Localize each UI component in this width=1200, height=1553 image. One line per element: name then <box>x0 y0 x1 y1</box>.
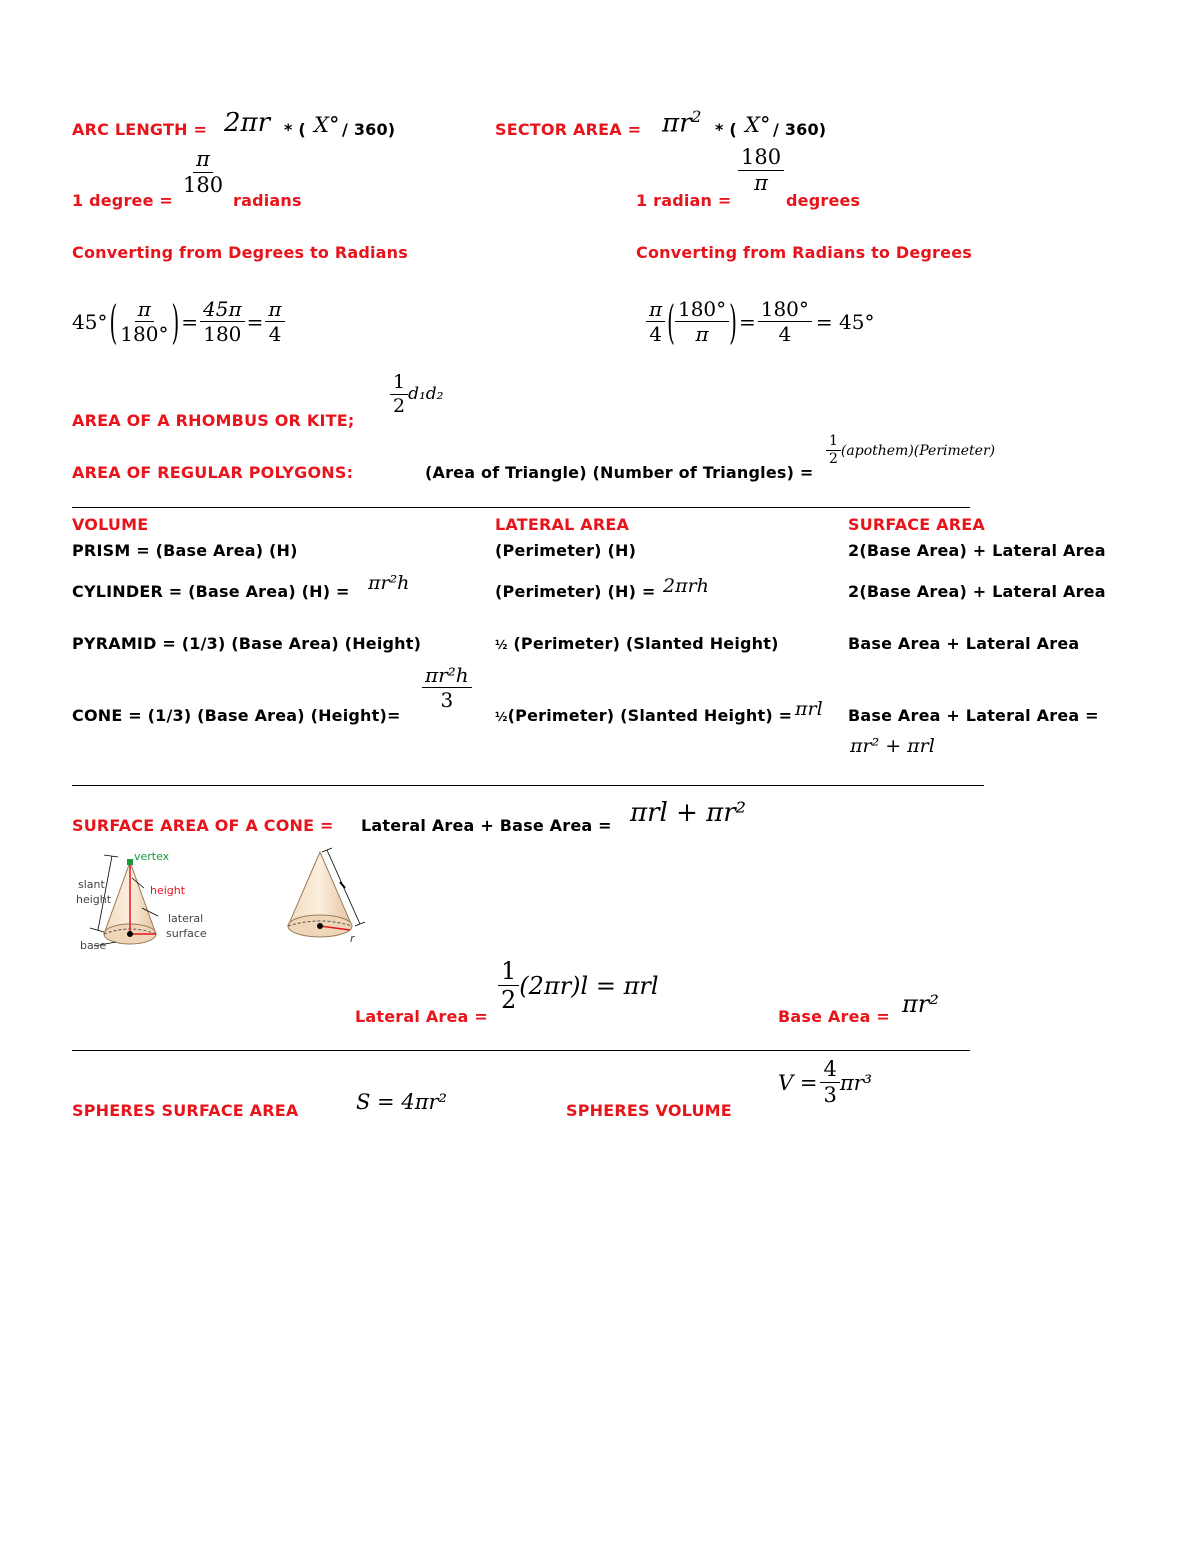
divider-1 <box>72 507 970 508</box>
arc-length-tail: / 360) <box>342 120 396 139</box>
sector-area-tail: / 360) <box>773 120 827 139</box>
sector-area-angle: X° <box>745 113 771 137</box>
cone-surface-math: πr² + πrl <box>850 735 935 757</box>
sphere-surface-formula: S = 4πr² <box>356 1090 447 1114</box>
cone-lateral-math: πrl <box>795 698 823 720</box>
diagram-slant-label: slant <box>78 878 105 891</box>
divider-3 <box>72 1050 970 1051</box>
radian-def-left: 1 radian = <box>636 191 732 210</box>
polygon-formula: $\frac{1}{2}$ (apothem)(Perimeter) <box>826 434 995 468</box>
cone-volume-fraction: $\frac{\text{πr²h}}{3}$ <box>422 664 472 711</box>
cylinder-lateral: (Perimeter) (H) = <box>495 582 656 601</box>
slant-cone-graphic <box>282 846 372 946</box>
header-volume: VOLUME <box>72 515 149 534</box>
arc-length-formula: 2πr <box>224 108 271 138</box>
cone-surface-label: SURFACE AREA OF A CONE = <box>72 816 334 835</box>
base-area-formula: πr² <box>902 990 939 1018</box>
radian-def-right: degrees <box>786 191 861 210</box>
cylinder-volume: CYLINDER = (Base Area) (H) = <box>72 582 350 601</box>
sphere-volume-label: SPHERES VOLUME <box>566 1101 732 1120</box>
cylinder-lateral-math: 2πrh <box>663 575 709 597</box>
cone-volume: CONE = (1/3) (Base Area) (Height)= <box>72 706 401 725</box>
diagram-r-label: r <box>350 932 355 945</box>
arc-length-label: ARC LENGTH = <box>72 120 208 139</box>
slant-cone-diagram <box>282 846 372 946</box>
pyramid-volume: PYRAMID = (1/3) (Base Area) (Height) <box>72 634 422 653</box>
cone-surface-formula: πrl + πr² <box>630 798 747 828</box>
sector-area-formula: $\pi r^2$ <box>662 108 702 139</box>
conv-deg-rad-title: Converting from Degrees to Radians <box>72 243 408 262</box>
prism-volume: PRISM = (Base Area) (H) <box>72 541 298 560</box>
sphere-surface-label: SPHERES SURFACE AREA <box>72 1101 299 1120</box>
diagram-base-label: base <box>80 939 107 952</box>
labeled-cone-diagram <box>74 848 224 953</box>
header-surface-area: SURFACE AREA <box>848 515 985 534</box>
cylinder-surface: 2(Base Area) + Lateral Area <box>848 582 1106 601</box>
arc-length-mult: * ( <box>284 120 306 139</box>
lateral-area-formula: $\frac{1}{2}$ (2πr)l = πrl <box>498 958 659 1014</box>
conv-deg-rad-equation: 45° ( $\frac{\pi}{180^\circ}$ ) = $\frac{45\pi}{180}$ = $\frac{\pi}{4}$ <box>72 298 285 345</box>
pyramid-surface: Base Area + Lateral Area <box>848 634 1080 653</box>
cylinder-volume-math: πr²h <box>368 572 410 594</box>
rhombus-label: AREA OF A RHOMBUS OR KITE; <box>72 411 355 430</box>
header-lateral-area: LATERAL AREA <box>495 515 630 534</box>
diagram-vertex-label: vertex <box>134 850 170 863</box>
prism-surface: 2(Base Area) + Lateral Area <box>848 541 1106 560</box>
diagram-surface-label: surface <box>166 927 207 940</box>
cone-surface-desc: Lateral Area + Base Area = <box>361 816 612 835</box>
prism-lateral: (Perimeter) (H) <box>495 541 637 560</box>
sphere-volume-formula: V = $\frac{4}{3}$ πr³ <box>778 1057 873 1108</box>
cone-lateral: ½(Perimeter) (Slanted Height) = <box>495 706 793 725</box>
cone-surface: Base Area + Lateral Area = <box>848 706 1099 725</box>
conv-rad-deg-title: Converting from Radians to Degrees <box>636 243 972 262</box>
lateral-area-label: Lateral Area = <box>355 1007 488 1026</box>
diagram-slant-height-label: height <box>76 893 112 906</box>
polygon-desc: (Area of Triangle) (Number of Triangles) = <box>425 463 814 482</box>
radian-def-fraction: $\frac{180}{\pi}$ <box>738 146 784 195</box>
base-area-label: Base Area = <box>778 1007 891 1026</box>
polygon-label: AREA OF REGULAR POLYGONS: <box>72 463 354 482</box>
sector-area-label: SECTOR AREA = <box>495 120 642 139</box>
conv-rad-deg-equation: $\frac{\pi}{4}$ ( $\frac{180^\circ}{\pi}$ ) = $\frac{180^\circ}{4}$ = 45° <box>646 298 875 345</box>
rhombus-formula: $\frac{1}{2}$ d₁d₂ <box>390 372 444 417</box>
degree-def-fraction: $\frac{\pi}{180}$ <box>183 147 224 198</box>
arc-length-angle: X° <box>314 113 340 137</box>
divider-2 <box>72 785 984 786</box>
sector-area-mult: * ( <box>715 120 737 139</box>
diagram-height-label: height <box>150 884 186 897</box>
degree-def-left: 1 degree = <box>72 191 174 210</box>
pyramid-lateral: ½ (Perimeter) (Slanted Height) <box>495 634 779 653</box>
degree-def-right: radians <box>233 191 302 210</box>
diagram-lateral-label: lateral <box>168 912 204 925</box>
